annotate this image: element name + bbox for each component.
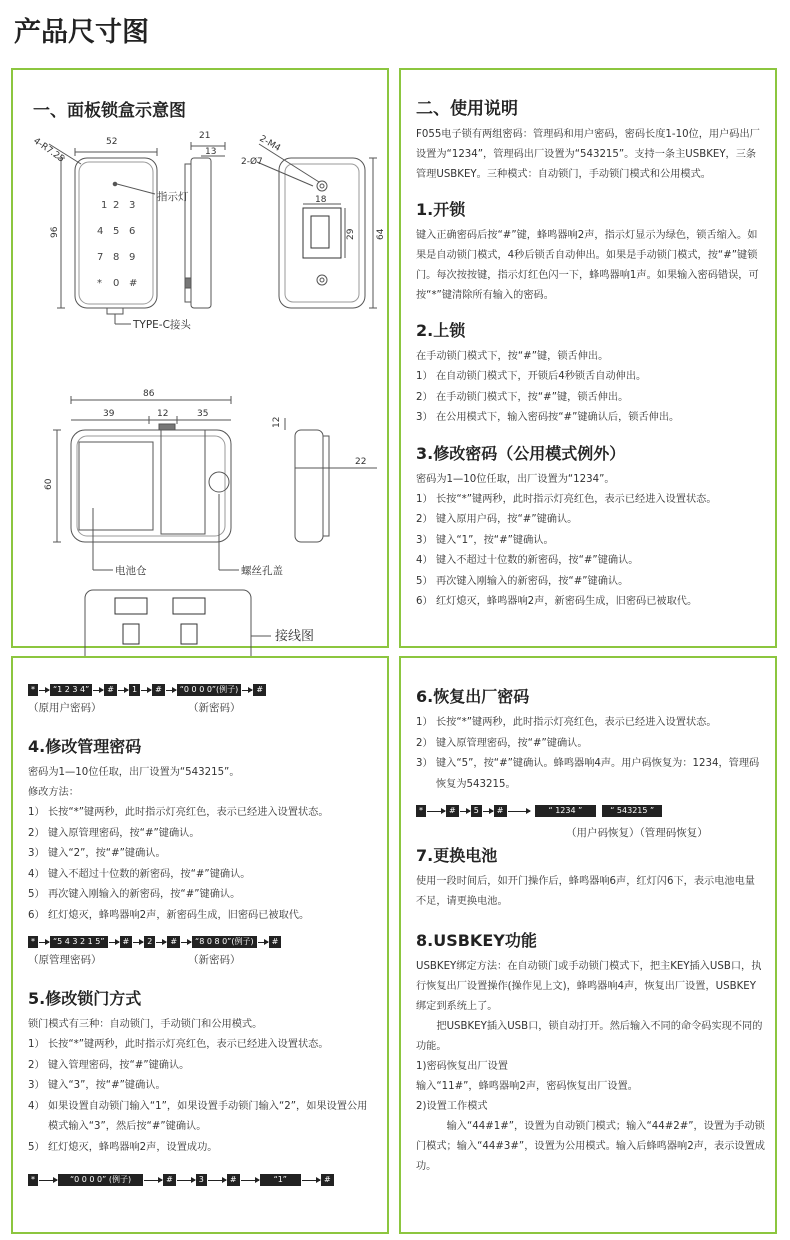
list-item: 4） 如果设置自动锁门输入“1”，如果设置手动锁门输入“2”，如果设置公用模式输入“3”，然后按“#”键确认。 — [28, 1100, 368, 1132]
bottom-view-outline — [71, 430, 231, 542]
flow-caption: （原管理密码） — [28, 954, 102, 966]
flow-box-user-code: “ 1234 ” — [535, 805, 597, 817]
panel-dimensions — [11, 68, 389, 648]
dim-86: 86 — [143, 389, 155, 399]
s8-text: 把USBKEY插入USB口，锁自动打开。然后输入不同的命令码实现不同的功能。 — [416, 1021, 763, 1052]
flow-key: # — [104, 684, 117, 696]
key-5: 5 — [113, 226, 120, 237]
dim-radius: 4-R7.25 — [31, 136, 66, 165]
flow-key: # — [269, 936, 282, 948]
s2-title: 2.上锁 — [416, 321, 466, 340]
s8-title: 8.USBKEY功能 — [416, 931, 537, 950]
key-3: 3 — [129, 200, 136, 211]
dim-12: 12 — [157, 409, 169, 419]
label-screw-cover: 螺丝孔盖 — [241, 565, 283, 577]
flow-key: “8 0 8 0”(例子) — [192, 936, 257, 948]
list-item: 3） 在公用模式下，输入密码按“#”键确认后，锁舌伸出。 — [416, 412, 680, 423]
panel-password-admin — [11, 656, 389, 1234]
key-7: 7 — [97, 252, 104, 263]
s3-lead: 密码为1—10位任取，出厂设置为“1234”。 — [416, 473, 615, 485]
label-battery: 电池仓 — [115, 565, 147, 577]
flow-caption: （原用户密码） — [28, 702, 102, 714]
s5-lead: 锁门模式有三种：自动锁门，手动锁门和公用模式。 — [28, 1019, 263, 1030]
s8-sub: 2)设置工作模式 — [416, 1101, 488, 1112]
flow-key: # — [253, 684, 266, 696]
s7-title: 7.更换电池 — [416, 846, 498, 865]
section-heading-dimensions: 一、面板锁盒示意图 — [33, 101, 186, 121]
dim-22: 22 — [355, 457, 367, 467]
list-item: 4） 键入不超过十位数的新密码，按“#”键确认。 — [28, 868, 251, 880]
dim-29: 29 — [346, 228, 356, 240]
flow-key: # — [167, 936, 180, 948]
list-item: 1） 长按“*”键两秒，此时指示灯亮红色，表示已经进入设置状态。 — [416, 717, 717, 728]
dim-35: 35 — [197, 409, 209, 419]
s8-text: 输入“44#1#”，设置为自动锁门模式；输入“44#2#”，设置为手动锁门模式；输入“44#3#”，设置为公用模式。输入后蜂鸣器响2声，表示设置成功。 — [416, 1121, 765, 1172]
list-item: 6） 红灯熄灭，蜂鸣器响2声，新密码生成，旧密码已被取代。 — [416, 596, 698, 607]
s1-title: 1.开锁 — [416, 200, 466, 219]
list-item: 2） 键入原用户码，按“#”键确认。 — [416, 514, 578, 525]
dim-m4: 2-M4 — [257, 133, 282, 154]
list-item: 6） 红灯熄灭，蜂鸣器响2声，新密码生成，旧密码已被取代。 — [28, 909, 310, 921]
page-title: 产品尺寸图 — [14, 17, 149, 48]
dim-18: 18 — [315, 195, 327, 205]
key-0: 0 — [113, 278, 120, 289]
flow-change-user-password — [28, 682, 377, 698]
flow-key: 5 — [471, 805, 482, 817]
label-indicator: 指示灯 — [157, 191, 189, 203]
dim-21: 21 — [199, 131, 211, 141]
label-typec: TYPE-C接头 — [133, 319, 191, 331]
list-item: 1） 长按“*”键两秒，此时指示灯亮红色，表示已经进入设置状态。 — [416, 493, 717, 505]
key-hash: # — [129, 278, 138, 289]
s1-text: 键入正确密码后按“#”键，蜂鸣器响2声，指示灯显示为绿色，锁舌缩入。如果是自动锁门模式，4秒后锁舌自动伸出。如果是手动锁门模式，按“#”键锁门。每次按按键，指示灯红色闪一下，蜂鸣器响1声。如果输入密码错误，可按“*”键清除所有输入的密码。 — [416, 230, 759, 301]
key-star: * — [97, 278, 102, 289]
flow-key: “0 0 0 0” (例子) — [58, 1174, 143, 1186]
section-heading-instructions: 二、使用说明 — [416, 99, 518, 119]
flow-change-lock-mode — [28, 1172, 377, 1188]
flow-key: “5 4 3 2 1 5” — [50, 936, 108, 948]
key-9: 9 — [129, 252, 136, 263]
s2-lead: 在手动锁门模式下，按“#”键，锁舌伸出。 — [416, 351, 609, 362]
list-item: 1） 长按“*”键两秒，此时指示灯亮红色，表示已经进入设置状态。 — [28, 1039, 329, 1050]
s4-sub: 修改方法： — [28, 787, 79, 798]
s5-title: 5.修改锁门方式 — [28, 989, 142, 1008]
flow-factory-reset — [416, 803, 765, 819]
key-6: 6 — [129, 226, 136, 237]
flow-key: * — [28, 936, 38, 948]
flow-change-admin-password — [28, 934, 377, 950]
list-item: 2） 键入原管理密码，按“#”键确认。 — [28, 827, 200, 839]
s8-text: USBKEY绑定方法：在自动锁门或手动锁门模式下，把主KEY插入USB口，执行恢复出厂设置操作(操作见上文)，蜂鸣器响4声，恢复出厂设置，USBKEY绑定到系统上了。 — [416, 961, 762, 1012]
flow-key: # — [227, 1174, 240, 1186]
flow-key: * — [28, 1174, 38, 1186]
list-item: 2） 键入原管理密码，按“#”键确认。 — [416, 737, 588, 749]
flow-box-admin-code: “ 543215 ” — [602, 805, 662, 817]
s7-text: 使用一段时间后，如开门操作后，蜂鸣器响6声，红灯闪6下，表示电池电量不足，请更换电池。 — [416, 876, 755, 907]
key-4: 4 — [97, 226, 104, 237]
s8-text: 输入“11#”，蜂鸣器响2声，密码恢复出厂设置。 — [416, 1081, 638, 1092]
flow-key: “1 2 3 4” — [50, 684, 92, 696]
list-item: 5） 再次键入刚输入的新密码，按“#”键确认。 — [28, 889, 241, 900]
list-item: 5） 红灯熄灭，蜂鸣器响2声，设置成功。 — [28, 1141, 218, 1153]
dim-60: 60 — [44, 478, 54, 490]
list-item: 2） 在手动锁门模式下，按“#”键，锁舌伸出。 — [416, 391, 629, 403]
key-8: 8 — [113, 252, 120, 263]
key-2: 2 — [113, 200, 120, 211]
flow-key: * — [416, 805, 426, 817]
dim-13: 13 — [205, 147, 217, 157]
flow-key: # — [446, 805, 459, 817]
flow-key: “1” — [260, 1174, 301, 1186]
list-item: 4） 键入不超过十位数的新密码，按“#”键确认。 — [416, 555, 639, 566]
flow-caption: （用户码恢复）（管理码恢复） — [566, 827, 708, 839]
s4-title: 4.修改管理密码 — [28, 737, 142, 756]
flow-key: 1 — [129, 684, 140, 696]
list-item: 3） 键入“3”，按“#”键确认。 — [28, 1080, 166, 1091]
lock-dimension-diagram — [13, 124, 387, 644]
flow-key: * — [28, 684, 38, 696]
label-wiring: 接线图 — [275, 629, 315, 644]
dim-12-side: 12 — [272, 416, 282, 428]
list-item: 3） 键入“5”，按“#”键确认。蜂鸣器响4声。用户码恢复为：1234，管理码恢复为543215。 — [416, 758, 760, 790]
dim-phi7: 2-Ø7 — [241, 157, 263, 167]
intro-text: F055电子锁有两组密码：管理码和用户密码，密码长度1-10位，用户码出厂设置为“1234”，管理码出厂设置为“543215”。支持一条主USBKEY，三条管理USBKEY。三种模式：自动锁门，手动锁门模式和公用模式。 — [416, 129, 760, 180]
flow-key: # — [163, 1174, 176, 1186]
flow-key: 3 — [196, 1174, 207, 1186]
panel-instructions — [399, 68, 777, 648]
list-item: 1） 在自动锁门模式下，开锁后4秒锁舌自动伸出。 — [416, 371, 647, 382]
dim-64: 64 — [376, 228, 386, 240]
panel-factory-battery-usb — [399, 656, 777, 1234]
list-item: 3） 键入“2”，按“#”键确认。 — [28, 848, 166, 859]
flow-key: 2 — [144, 936, 155, 948]
s3-title: 3.修改密码（公用模式例外） — [416, 443, 626, 463]
flow-key: # — [120, 936, 133, 948]
dim-52: 52 — [106, 137, 118, 147]
flow-key: # — [321, 1174, 334, 1186]
flow-caption: （新密码） — [188, 954, 241, 966]
flow-key: # — [152, 684, 165, 696]
flow-caption: （新密码） — [188, 702, 241, 714]
flow-key: # — [494, 805, 507, 817]
s8-sub: 1)密码恢复出厂设置 — [416, 1061, 508, 1072]
flow-key: “0 0 0 0”(例子) — [177, 684, 242, 696]
dim-96: 96 — [50, 226, 60, 238]
list-item: 2） 键入管理密码，按“#”键确认。 — [28, 1059, 190, 1071]
s6-title: 6.恢复出厂密码 — [416, 687, 530, 706]
s4-lead: 密码为1—10位任取，出厂设置为“543215”。 — [28, 767, 240, 778]
list-item: 5） 再次键入刚输入的新密码，按“#”键确认。 — [416, 575, 629, 587]
list-item: 3） 键入“1”，按“#”键确认。 — [416, 534, 554, 546]
dim-39: 39 — [103, 409, 115, 419]
key-1: 1 — [101, 200, 108, 211]
list-item: 1） 长按“*”键两秒，此时指示灯亮红色，表示已经进入设置状态。 — [28, 807, 329, 818]
side-view-outline — [191, 158, 211, 308]
